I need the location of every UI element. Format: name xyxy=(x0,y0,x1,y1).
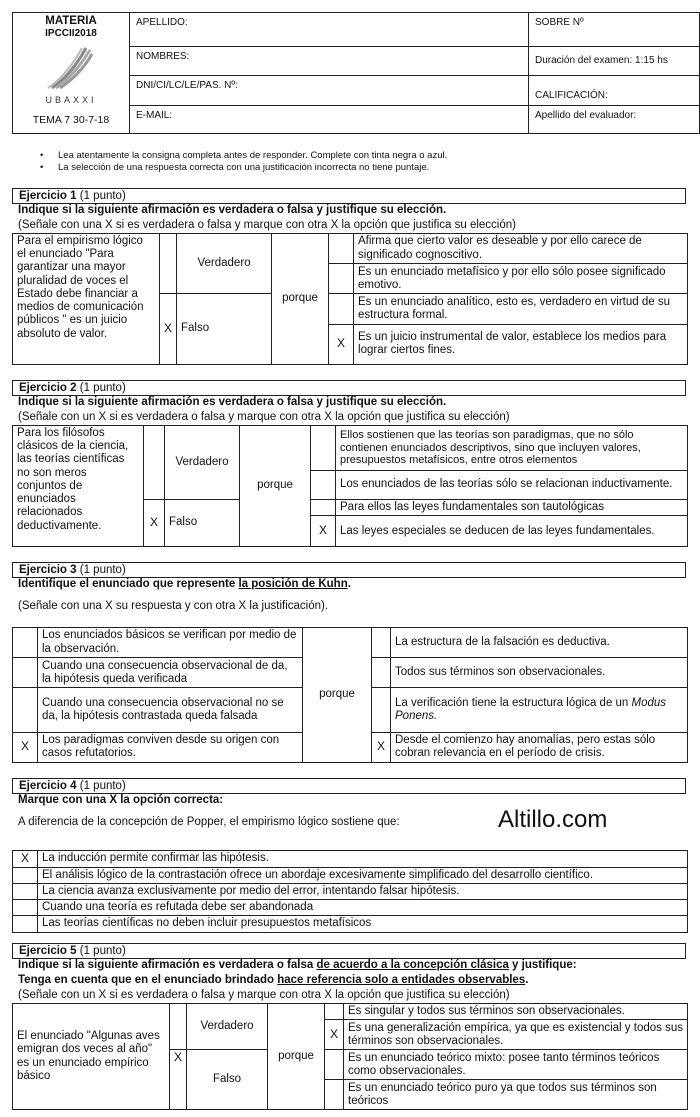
ex3-title xyxy=(12,562,686,578)
ex4-option-checkbox[interactable] xyxy=(13,900,38,916)
ex3-right-text: La estructura de la falsación es deductiva. xyxy=(391,628,688,658)
ex5-verdadero-label: Verdadero xyxy=(187,1004,268,1050)
dni-field[interactable]: DNI/CI/LC/LE/PAS. Nº: xyxy=(130,76,529,106)
ex5-option-checkbox[interactable]: X xyxy=(325,1020,344,1050)
sobre-field[interactable]: SOBRE Nº xyxy=(529,13,700,47)
ex1-verdadero-label: Verdadero xyxy=(177,234,272,294)
ex5-porque: porque xyxy=(268,1004,325,1110)
ex5-q2-end: . xyxy=(525,974,529,986)
ex5-option-text: Es un enunciado teórico mixto: posee tanto términos teóricos como observacionales. xyxy=(344,1050,688,1080)
ex3-left-checkbox[interactable] xyxy=(13,658,38,688)
ex2-statement: Para los filósofos clásicos de la ciencia, las teorías científicas no son meros conjuntos de enunciados relacionados deductivamente. xyxy=(13,426,144,547)
ex3-right-checkbox[interactable]: X xyxy=(372,732,391,762)
instruction-item: • La selección de una respuesta correcta con una justificación incorrecta no tiene puntaje. xyxy=(12,162,692,174)
ex3-right-checkbox[interactable] xyxy=(372,658,391,688)
ex2-option-checkbox[interactable] xyxy=(311,499,336,516)
ex4-intro: A diferencia de la concepción de Popper, el empirismo lógico sostiene que: xyxy=(18,816,400,828)
ex4-option-text: La inducción permite confirmar las hipótesis. xyxy=(38,851,688,868)
ex5-falso-label: Falso xyxy=(187,1050,268,1110)
ex2-note: (Señale con un X si es verdadera o falsa y marque con otra X la opción que justifica su elección) xyxy=(18,411,510,423)
ex3-right-text: La verificación tiene la estructura lógica de un xyxy=(395,696,632,709)
calificacion-field[interactable]: CALIFICACIÓN: xyxy=(529,76,700,106)
ex1-option-text: Es un enunciado metafísico y por ello sólo posee significado emotivo. xyxy=(354,264,688,294)
ex5-note: (Señale con un X si es verdadera o falsa y marque con otra X la opción que justifica su elección) xyxy=(18,989,510,1001)
ex3-question-underlined: la posición de Kuhn xyxy=(238,578,348,590)
evaluador-field[interactable]: Apellido del evaluador: xyxy=(529,106,700,134)
ex3-left-checkbox[interactable] xyxy=(13,688,38,732)
ex2-verdadero-label: Verdadero xyxy=(165,426,240,500)
ex2-option-text: Las leyes especiales se deducen de las leyes fundamentales. xyxy=(336,516,688,547)
ex5-option-checkbox[interactable] xyxy=(325,1080,344,1110)
ex3-left-text: Cuando una consecuencia observacional no se da, la hipótesis contrastada queda falsada xyxy=(38,688,303,732)
ex3-left-text: Los enunciados básicos se verifican por medio de la observación. xyxy=(38,628,303,658)
ex5-q2-text: Tenga en cuenta que en el enunciado brindado xyxy=(18,974,278,986)
ex1-falso-checkbox[interactable]: X xyxy=(160,294,177,365)
ex1-note: (Señale con una X si es verdadera o falsa y marque con otra X la opción que justifica su elección) xyxy=(18,219,516,231)
ex5-statement: El enunciado "Algunas aves emigran dos veces al año" es un enunciado empírico básico xyxy=(13,1004,170,1110)
ex5-option-text: Es singular y todos sus términos son observacionales. xyxy=(344,1004,688,1020)
ex5-option-text: Es una generalización empírica, ya que es existencial y todos sus términos son observacionales. xyxy=(344,1020,688,1050)
ex1-table xyxy=(12,233,688,365)
ex1-porque: porque xyxy=(272,234,329,365)
materia-label: MATERIA xyxy=(45,15,97,27)
ex2-option-checkbox[interactable]: X xyxy=(311,516,336,547)
email-field[interactable]: E-MAIL: xyxy=(130,106,529,134)
ex4-question: Marque con una X la opción correcta: xyxy=(18,794,224,806)
ex5-q2-underlined: hace referencia solo a entidades observables xyxy=(277,974,526,986)
ex4-option-text: Cuando una teoría es refutada debe ser abandonada xyxy=(38,900,688,916)
ex1-option-text: Es un enunciado analítico, esto es, verdadero en virtud de su estructura formal. xyxy=(354,294,688,324)
instructions-list xyxy=(12,150,692,174)
logo-text: UBAXXI xyxy=(45,95,97,106)
ex2-option-checkbox[interactable] xyxy=(311,426,336,471)
nombres-field[interactable]: NOMBRES: xyxy=(130,47,529,76)
ex5-table xyxy=(12,1003,688,1110)
ex5-points: (1 punto) xyxy=(79,945,126,957)
ex2-table xyxy=(12,425,688,547)
ex5-option-checkbox[interactable] xyxy=(325,1050,344,1080)
ex5-q1-end: y justifique: xyxy=(508,959,577,971)
ex2-verdadero-checkbox[interactable] xyxy=(144,426,165,500)
ex3-left-checkbox[interactable]: X xyxy=(13,732,38,762)
ex5-question-2 xyxy=(18,974,528,986)
ubaxxi-logo-icon xyxy=(46,44,96,92)
ex2-option-text: Para ellos las leyes fundamentales son tautológicas xyxy=(336,499,688,516)
ex1-verdadero-checkbox[interactable] xyxy=(160,234,177,294)
ex5-question-1 xyxy=(18,959,577,971)
ex1-option-checkbox[interactable] xyxy=(329,264,354,294)
ex1-option-checkbox[interactable] xyxy=(329,294,354,324)
ex4-option-checkbox[interactable] xyxy=(13,916,38,932)
ex4-title xyxy=(12,778,686,794)
ex3-question-end: . xyxy=(347,578,351,590)
watermark: Altillo.com xyxy=(498,806,608,833)
ex5-option-text: Es un enunciado teórico puro ya que todos sus términos son teóricos xyxy=(344,1080,688,1110)
ex5-title xyxy=(12,943,686,959)
ex4-option-text: El análisis lógico de la contrastación ofrece un abordaje excesivamente simplificado del desarrollo científico. xyxy=(38,867,688,883)
ex3-right-cell xyxy=(391,688,688,732)
ex2-points: (1 punto) xyxy=(79,382,126,394)
ex2-title xyxy=(12,380,686,396)
ex4-points: (1 punto) xyxy=(79,780,126,792)
ex5-option-checkbox[interactable] xyxy=(325,1004,344,1020)
ex4-table xyxy=(12,850,688,933)
ex5-verdadero-checkbox[interactable] xyxy=(170,1004,187,1050)
ex2-question: Indique si la siguiente afirmación es verdadera o falsa y justifique su elección. xyxy=(18,396,447,408)
ex4-option-text: La ciencia avanza exclusivamente por medio del error, intentando falsar hipótesis. xyxy=(38,884,688,900)
ex1-option-checkbox[interactable] xyxy=(329,234,354,264)
ex1-option-text: Afirma que cierto valor es deseable y por ello carece de significado cognoscitivo. xyxy=(354,234,688,264)
ex4-option-checkbox[interactable] xyxy=(13,867,38,883)
materia-code: IPCCII2018 xyxy=(45,28,97,40)
ex2-option-text: Ellos sostienen que las teorías son paradigmas, que no sólo contienen enunciados descriptivos, sino que incluyen valores, presupuestos metafísicos, entre otros elementos xyxy=(336,426,688,471)
ex3-points: (1 punto) xyxy=(79,564,126,576)
header-table xyxy=(12,12,700,134)
ex3-porque: porque xyxy=(303,628,372,763)
ex3-right-checkbox[interactable] xyxy=(372,688,391,732)
ex1-falso-label: Falso xyxy=(177,294,272,365)
ex2-porque: porque xyxy=(240,426,311,547)
ex2-falso-checkbox[interactable]: X xyxy=(144,499,165,546)
ex3-question-text: Identifique el enunciado que represente xyxy=(18,578,239,590)
ex3-table xyxy=(12,627,688,763)
instruction-item: • Lea atentamente la consigna completa antes de responder. Complete con tinta negra o azul. xyxy=(12,150,692,162)
ex3-note: (Señale con una X su respuesta y con otra X la justificación). xyxy=(18,600,329,612)
ex5-q1-text: Indique si la siguiente afirmación es verdadera o falsa xyxy=(18,959,317,971)
ex4-option-checkbox[interactable]: X xyxy=(13,851,38,868)
materia-cell xyxy=(13,13,130,134)
ex2-option-checkbox[interactable] xyxy=(311,471,336,500)
ex5-falso-checkbox[interactable]: X xyxy=(170,1050,187,1110)
apellido-field[interactable]: APELLIDO: xyxy=(130,13,529,47)
ex3-right-checkbox[interactable] xyxy=(372,628,391,658)
ex1-title xyxy=(12,188,686,204)
ex1-title-text: Ejercicio 1 xyxy=(19,190,77,202)
ex3-left-text: Cuando una consecuencia observacional de da, la hipótesis queda verificada xyxy=(38,658,303,688)
ex2-option-text: Los enunciados de las teorías sólo se relacionan inductivamente. xyxy=(336,471,688,500)
ex3-right-text: Todos sus términos son observacionales. xyxy=(391,658,688,688)
ex3-left-checkbox[interactable] xyxy=(13,628,38,658)
ex5-title-text: Ejercicio 5 xyxy=(19,945,77,957)
ex3-question xyxy=(18,578,351,590)
ex2-title-text: Ejercicio 2 xyxy=(19,382,77,394)
ex5-q1-underlined: de acuerdo a la concepción clásica xyxy=(316,959,509,971)
ex1-statement: Para el empirismo lógico el enunciado "Para garantizar una mayor pluralidad de voces el Estado debe financiar a medios de comunicación públicos " es un juicio absoluto de valor. xyxy=(13,234,160,365)
ex3-modus-ponens: Modus Ponens. xyxy=(395,696,667,723)
ex1-question: Indique si la siguiente afirmación es verdadera o falsa y justifique su elección. xyxy=(18,204,447,216)
ex4-title-text: Ejercicio 4 xyxy=(19,780,77,792)
ex4-option-checkbox[interactable] xyxy=(13,884,38,900)
tema-label: TEMA 7 30-7-18 xyxy=(32,113,110,126)
ex3-left-text: Los paradigmas conviven desde su origen con casos refutatorios. xyxy=(38,732,303,762)
ex4-option-text: Las teorías científicas no deben incluir presupuestos metafísicos xyxy=(38,916,688,932)
ex3-title-text: Ejercicio 3 xyxy=(19,564,77,576)
ex1-points: (1 punto) xyxy=(79,190,126,202)
ex1-option-text: Es un juicio instrumental de valor, establece los medios para lograr ciertos fines. xyxy=(354,324,688,365)
ex3-right-text: Desde el comienzo hay anomalías, pero estas sólo cobran relevancia en el período de crisis. xyxy=(391,732,688,762)
duracion-label: Duración del examen: 1:15 hs xyxy=(529,47,700,76)
ex1-option-checkbox[interactable]: X xyxy=(329,324,354,365)
ex2-falso-label: Falso xyxy=(165,499,240,546)
